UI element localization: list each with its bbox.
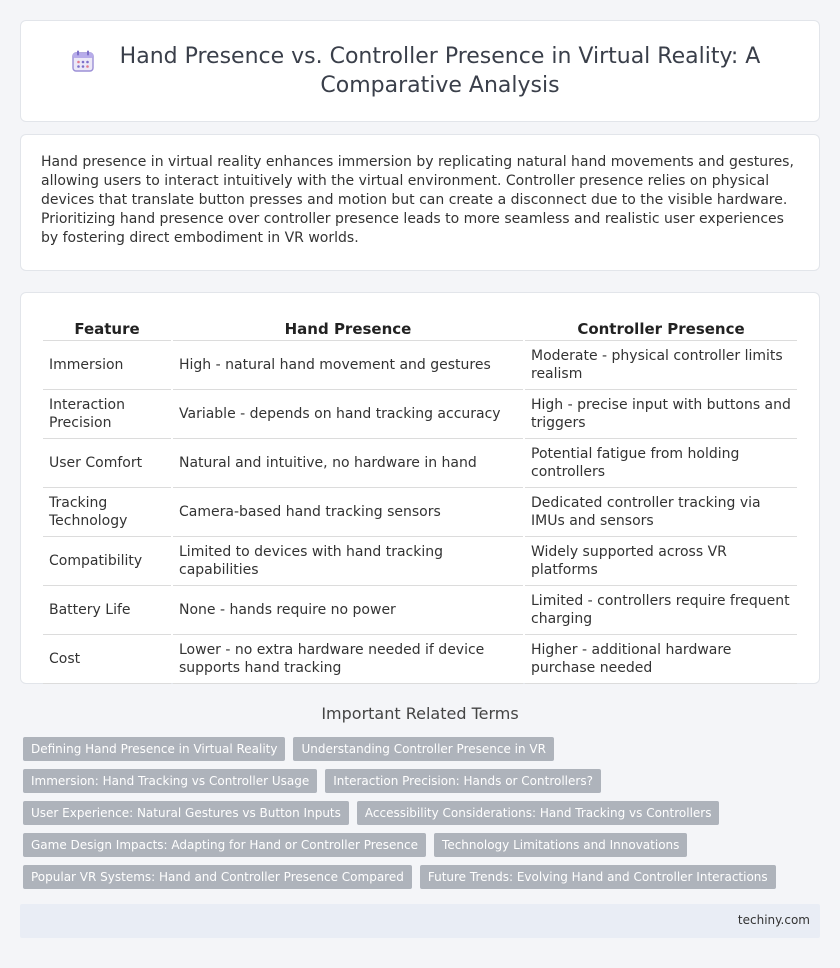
title-wrap (70, 42, 770, 100)
table-row (43, 537, 797, 586)
related-terms-list (23, 737, 817, 889)
cell-hand: Lower - no extra hardware needed if device supports hand tracking (173, 635, 523, 684)
footer-brand[interactable]: techiny.com (737, 913, 810, 927)
table-row (43, 439, 797, 488)
comparison-table (41, 313, 799, 684)
related-term-tag[interactable]: Accessibility Considerations: Hand Tracking vs Controllers (357, 801, 720, 825)
table-row (43, 390, 797, 439)
cell-feature: User Comfort (43, 439, 171, 488)
table-row (43, 488, 797, 537)
cell-feature: Compatibility (43, 537, 171, 586)
comparison-card (20, 292, 820, 684)
footer (20, 904, 820, 938)
calendar-icon (70, 48, 96, 74)
cell-hand: None - hands require no power (173, 586, 523, 635)
related-terms-title: Important Related Terms (321, 704, 519, 723)
cell-controller: Limited - controllers require frequent charging (525, 586, 797, 635)
cell-feature: Immersion (43, 341, 171, 390)
related-term-tag[interactable]: Understanding Controller Presence in VR (293, 737, 553, 761)
table-row (43, 586, 797, 635)
cell-controller: Widely supported across VR platforms (525, 537, 797, 586)
header-feature: Feature (43, 313, 171, 341)
related-term-tag[interactable]: Immersion: Hand Tracking vs Controller Usage (23, 769, 317, 793)
intro-paragraph: Hand presence in virtual reality enhances immersion by replicating natural hand movements and gestures, allowing users to interact intuitively with the virtual environment. Controller presence relies on physical devices that translate button presses and motion but can create a disconnect due to the visible hardware. Prioritizing hand presence over controller presence leads to more seamless and realistic user experiences by fostering direct embodiment in VR worlds. (41, 154, 794, 246)
related-term-tag[interactable]: Interaction Precision: Hands or Controllers? (325, 769, 601, 793)
cell-hand: Camera-based hand tracking sensors (173, 488, 523, 537)
related-term-tag[interactable]: Defining Hand Presence in Virtual Reality (23, 737, 285, 761)
cell-hand: Variable - depends on hand tracking accuracy (173, 390, 523, 439)
cell-controller: High - precise input with buttons and triggers (525, 390, 797, 439)
cell-hand: High - natural hand movement and gestures (173, 341, 523, 390)
cell-feature: Cost (43, 635, 171, 684)
cell-controller: Potential fatigue from holding controllers (525, 439, 797, 488)
intro-card (20, 134, 820, 271)
cell-hand: Natural and intuitive, no hardware in hand (173, 439, 523, 488)
title-card (20, 20, 820, 122)
related-term-tag[interactable]: Technology Limitations and Innovations (434, 833, 687, 857)
cell-controller: Higher - additional hardware purchase needed (525, 635, 797, 684)
page-title: Hand Presence vs. Controller Presence in Virtual Reality: A Comparative Analysis (119, 44, 761, 98)
table-header-row (43, 313, 797, 341)
cell-controller: Dedicated controller tracking via IMUs and sensors (525, 488, 797, 537)
cell-hand: Limited to devices with hand tracking capabilities (173, 537, 523, 586)
related-term-tag[interactable]: Popular VR Systems: Hand and Controller Presence Compared (23, 865, 412, 889)
cell-feature: Battery Life (43, 586, 171, 635)
header-hand-presence: Hand Presence (173, 313, 523, 341)
table-row (43, 635, 797, 684)
related-term-tag[interactable]: User Experience: Natural Gestures vs Button Inputs (23, 801, 349, 825)
related-term-tag[interactable]: Future Trends: Evolving Hand and Controller Interactions (420, 865, 776, 889)
related-term-tag[interactable]: Game Design Impacts: Adapting for Hand or Controller Presence (23, 833, 426, 857)
header-controller-presence: Controller Presence (525, 313, 797, 341)
cell-feature: Tracking Technology (43, 488, 171, 537)
cell-feature: Interaction Precision (43, 390, 171, 439)
table-row (43, 341, 797, 390)
cell-controller: Moderate - physical controller limits realism (525, 341, 797, 390)
